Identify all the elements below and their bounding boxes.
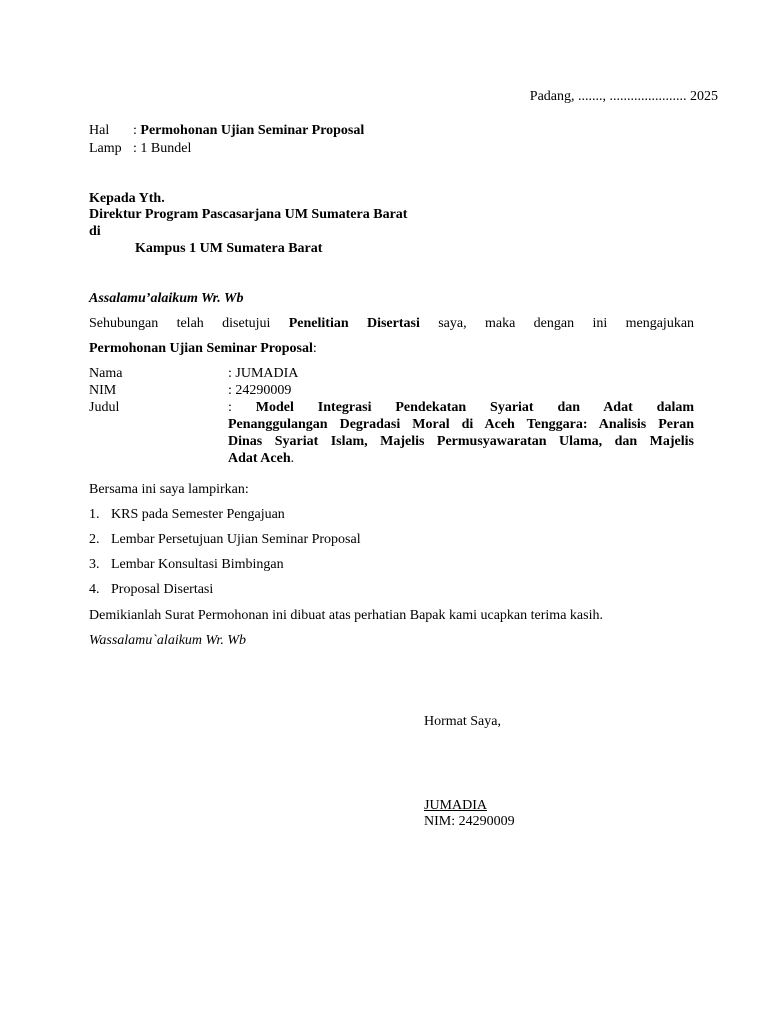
judul-line [228,399,694,416]
hal-subject: Permohonan Ujian Seminar Proposal [140,123,365,138]
attachments-intro: Bersama ini saya lampirkan: [89,482,249,497]
body-word: disetujui [222,316,271,331]
nim-label: NIM [89,383,117,398]
list-item: Proposal Disertasi [111,582,214,597]
signer-nim: NIM: 24290009 [424,814,515,829]
closing-statement: Demikianlah Surat Permohonan ini dibuat atas perhatian Bapak kami ucapkan terima kasih. [89,608,603,623]
recipient-title: Direktur Program Pascasarjana UM Sumatera Barat [89,207,408,222]
judul-line: Dinas Syariat Islam, Majelis Permusyawaratan Ulama, dan Majelis [228,434,694,449]
lamp-value: : 1 Bundel [133,141,192,156]
judul-line [228,450,694,467]
body-request-title: Permohonan Ujian Seminar Proposal [89,341,313,356]
body-word: dengan [533,316,575,331]
body-word: Sehubungan [89,316,159,331]
judul-value [228,399,694,467]
hal-value-line [133,122,364,139]
body-word: telah [176,316,204,331]
regards: Hormat Saya, [424,714,501,729]
greeting: Assalamu’alaikum Wr. Wb [89,291,244,306]
nama-value: : JUMADIA [228,366,299,381]
letter-date: Padang, ......., ...................... 2025 [529,89,718,104]
signer-name: JUMADIA [424,798,487,813]
farewell: Wassalamu`alaikum Wr. Wb [89,633,246,648]
list-item: KRS pada Semester Pengajuan [111,507,285,522]
recipient-di: di [89,224,101,239]
hal-label: Hal [89,123,110,138]
list-item: Lembar Konsultasi Bimbingan [111,557,284,572]
list-item-number: 4. [89,582,100,597]
list-item-number: 2. [89,532,100,547]
body-research-type: Penelitian Disertasi [288,316,420,331]
body-word: saya, [438,316,467,331]
judul-separator: : [228,400,232,415]
judul-label: Judul [89,400,120,415]
hal-separator: : [133,123,141,138]
nama-label: Nama [89,366,123,381]
judul-text: Model Integrasi Pendekatan Syariat dan Adat dalam [255,400,694,415]
judul-period: . [290,451,295,466]
lamp-label: Lamp [89,141,122,156]
judul-text: Adat Aceh [228,451,291,466]
nim-value: : 24290009 [228,383,292,398]
recipient-location: Kampus 1 UM Sumatera Barat [135,241,323,256]
body-paragraph-line2 [89,340,317,357]
recipient-salutation: Kepada Yth. [89,191,165,206]
list-item-number: 3. [89,557,100,572]
body-word: ini [592,316,608,331]
body-word: mengajukan [625,316,695,331]
body-colon: : [312,341,317,356]
list-item-number: 1. [89,507,100,522]
list-item: Lembar Persetujuan Ujian Seminar Proposal [111,532,361,547]
judul-line: Penanggulangan Degradasi Moral di Aceh Tenggara: Analisis Peran [228,417,694,432]
body-word: maka [484,316,516,331]
body-paragraph-line1 [89,315,694,332]
